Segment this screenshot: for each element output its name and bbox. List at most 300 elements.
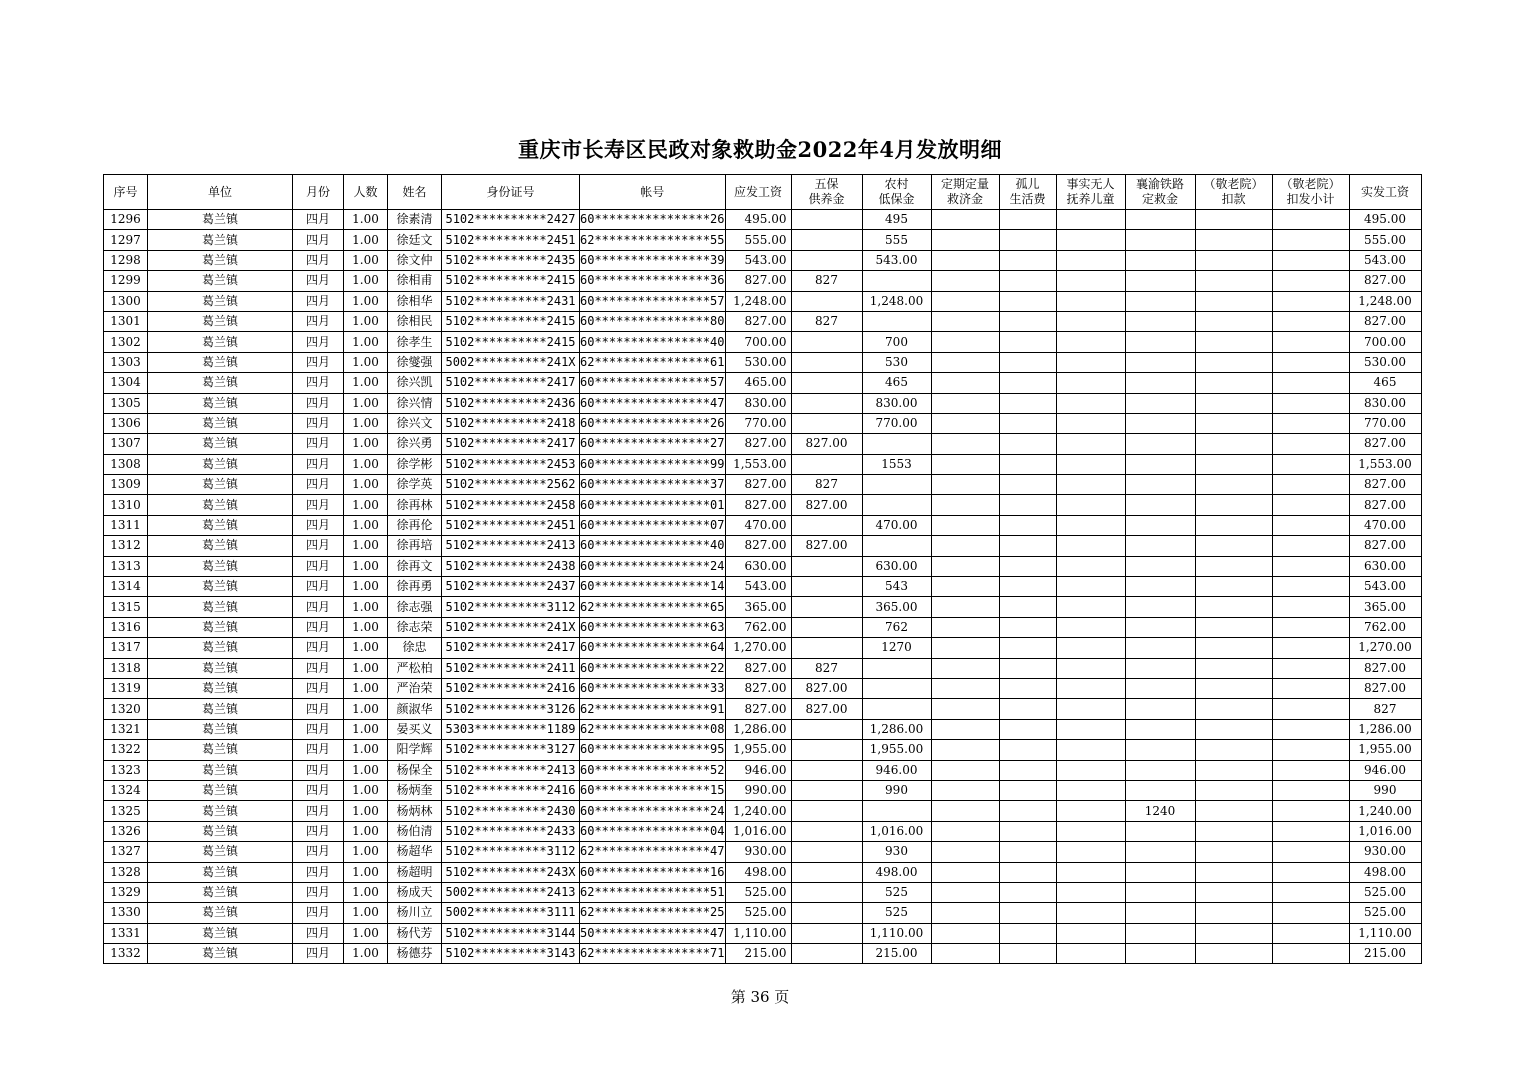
cell-acct: 60****************37: [580, 475, 726, 495]
cell-unit: 葛兰镇: [148, 210, 293, 230]
cell-guer: [999, 373, 1056, 393]
cell-dingqi: [931, 556, 999, 576]
column-header-dingqi: 定期定量 救济金: [931, 175, 999, 210]
cell-actual: 1,248.00: [1349, 291, 1421, 311]
cell-name: 杨炳奎: [388, 780, 442, 800]
cell-shishi: [1056, 617, 1125, 637]
cell-jlyk: [1195, 393, 1272, 413]
cell-xiangyu: [1125, 903, 1195, 923]
cell-actual: 827.00: [1349, 658, 1421, 678]
cell-xiangyu: [1125, 740, 1195, 760]
cell-id: 5102**********3144: [442, 923, 580, 943]
cell-name: 徐再林: [388, 495, 442, 515]
cell-seq: 1300: [104, 291, 148, 311]
cell-jlyk: [1195, 719, 1272, 739]
table-row: [104, 719, 1422, 739]
cell-name: 徐兴凯: [388, 373, 442, 393]
cell-jlyk: [1195, 413, 1272, 433]
cell-shishi: [1056, 434, 1125, 454]
cell-month: 四月: [293, 617, 344, 637]
cell-acct: 62****************25: [580, 903, 726, 923]
cell-unit: 葛兰镇: [148, 740, 293, 760]
cell-xiangyu: [1125, 760, 1195, 780]
cell-dingqi: [931, 332, 999, 352]
cell-dibao: 543.00: [862, 250, 931, 270]
cell-xiangyu: [1125, 352, 1195, 372]
cell-dingqi: [931, 373, 999, 393]
cell-jlyx: [1272, 475, 1349, 495]
table-row: [104, 250, 1422, 270]
cell-jlyx: [1272, 454, 1349, 474]
cell-month: 四月: [293, 271, 344, 291]
cell-guer: [999, 903, 1056, 923]
table-row: [104, 801, 1422, 821]
cell-jlyk: [1195, 210, 1272, 230]
cell-count: 1.00: [344, 291, 388, 311]
cell-jlyk: [1195, 617, 1272, 637]
cell-name: 徐忠: [388, 638, 442, 658]
table-row: [104, 944, 1422, 964]
table-row: [104, 678, 1422, 698]
cell-actual: 1,286.00: [1349, 719, 1421, 739]
cell-acct: 60****************52: [580, 760, 726, 780]
cell-dibao: 365.00: [862, 597, 931, 617]
cell-shishi: [1056, 638, 1125, 658]
cell-dingqi: [931, 291, 999, 311]
cell-wubao: [791, 780, 862, 800]
cell-jlyk: [1195, 434, 1272, 454]
cell-dibao: [862, 699, 931, 719]
cell-jlyk: [1195, 760, 1272, 780]
cell-due: 543.00: [725, 250, 791, 270]
cell-actual: 827.00: [1349, 495, 1421, 515]
cell-month: 四月: [293, 740, 344, 760]
cell-xiangyu: [1125, 923, 1195, 943]
cell-seq: 1316: [104, 617, 148, 637]
cell-unit: 葛兰镇: [148, 577, 293, 597]
cell-id: 5102**********2458: [442, 495, 580, 515]
cell-actual: 530.00: [1349, 352, 1421, 372]
cell-id: 5102**********3126: [442, 699, 580, 719]
cell-shishi: [1056, 311, 1125, 331]
cell-jlyk: [1195, 658, 1272, 678]
cell-xiangyu: [1125, 271, 1195, 291]
cell-dibao: 543: [862, 577, 931, 597]
cell-seq: 1332: [104, 944, 148, 964]
cell-name: 徐孝生: [388, 332, 442, 352]
cell-guer: [999, 495, 1056, 515]
cell-actual: 930.00: [1349, 842, 1421, 862]
cell-wubao: [791, 230, 862, 250]
cell-count: 1.00: [344, 638, 388, 658]
cell-acct: 60****************64: [580, 638, 726, 658]
cell-actual: 1,016.00: [1349, 821, 1421, 841]
cell-jlyk: [1195, 699, 1272, 719]
cell-guer: [999, 638, 1056, 658]
cell-unit: 葛兰镇: [148, 780, 293, 800]
cell-guer: [999, 454, 1056, 474]
cell-due: 827.00: [725, 678, 791, 698]
cell-unit: 葛兰镇: [148, 760, 293, 780]
cell-month: 四月: [293, 638, 344, 658]
cell-acct: 60****************24: [580, 801, 726, 821]
cell-acct: 60****************39: [580, 250, 726, 270]
cell-xiangyu: [1125, 311, 1195, 331]
cell-jlyk: [1195, 842, 1272, 862]
cell-count: 1.00: [344, 780, 388, 800]
cell-count: 1.00: [344, 413, 388, 433]
cell-month: 四月: [293, 801, 344, 821]
cell-dibao: 770.00: [862, 413, 931, 433]
cell-name: 徐素清: [388, 210, 442, 230]
cell-due: 827.00: [725, 434, 791, 454]
cell-dibao: 470.00: [862, 515, 931, 535]
column-header-wubao: 五保 供养金: [791, 175, 862, 210]
table-row: [104, 842, 1422, 862]
cell-seq: 1311: [104, 515, 148, 535]
cell-name: 徐兴勇: [388, 434, 442, 454]
cell-seq: 1323: [104, 760, 148, 780]
table-row: [104, 597, 1422, 617]
cell-month: 四月: [293, 699, 344, 719]
cell-unit: 葛兰镇: [148, 862, 293, 882]
cell-name: 杨炳林: [388, 801, 442, 821]
cell-shishi: [1056, 413, 1125, 433]
cell-due: 530.00: [725, 352, 791, 372]
cell-guer: [999, 230, 1056, 250]
cell-unit: 葛兰镇: [148, 658, 293, 678]
cell-xiangyu: [1125, 495, 1195, 515]
cell-due: 1,110.00: [725, 923, 791, 943]
cell-seq: 1324: [104, 780, 148, 800]
cell-jlyx: [1272, 577, 1349, 597]
cell-wubao: [791, 413, 862, 433]
cell-acct: 62****************65: [580, 597, 726, 617]
cell-jlyk: [1195, 495, 1272, 515]
cell-id: 5102**********2418: [442, 413, 580, 433]
cell-count: 1.00: [344, 903, 388, 923]
cell-wubao: 827.00: [791, 678, 862, 698]
table-row: [104, 311, 1422, 331]
cell-seq: 1330: [104, 903, 148, 923]
cell-unit: 葛兰镇: [148, 495, 293, 515]
cell-dingqi: [931, 413, 999, 433]
cell-due: 827.00: [725, 699, 791, 719]
column-header-seq: 序号: [104, 175, 148, 210]
cell-month: 四月: [293, 719, 344, 739]
cell-id: 5102**********2451: [442, 515, 580, 535]
cell-xiangyu: [1125, 638, 1195, 658]
cell-dingqi: [931, 434, 999, 454]
cell-jlyk: [1195, 821, 1272, 841]
cell-due: 930.00: [725, 842, 791, 862]
cell-seq: 1302: [104, 332, 148, 352]
cell-due: 1,240.00: [725, 801, 791, 821]
cell-dibao: 990: [862, 780, 931, 800]
table-row: [104, 291, 1422, 311]
cell-guer: [999, 760, 1056, 780]
cell-name: 徐廷文: [388, 230, 442, 250]
cell-dibao: [862, 311, 931, 331]
cell-jlyk: [1195, 740, 1272, 760]
cell-xiangyu: [1125, 475, 1195, 495]
cell-count: 1.00: [344, 740, 388, 760]
table-row: [104, 658, 1422, 678]
column-header-month: 月份: [293, 175, 344, 210]
cell-dibao: 1,110.00: [862, 923, 931, 943]
cell-jlyk: [1195, 291, 1272, 311]
cell-count: 1.00: [344, 944, 388, 964]
cell-wubao: [791, 373, 862, 393]
cell-seq: 1298: [104, 250, 148, 270]
cell-jlyx: [1272, 740, 1349, 760]
cell-acct: 60****************40: [580, 536, 726, 556]
cell-shishi: [1056, 495, 1125, 515]
table-row: [104, 434, 1422, 454]
cell-dingqi: [931, 210, 999, 230]
cell-jlyk: [1195, 373, 1272, 393]
table-row: [104, 393, 1422, 413]
cell-month: 四月: [293, 210, 344, 230]
cell-name: 徐燮强: [388, 352, 442, 372]
cell-guer: [999, 617, 1056, 637]
cell-id: 5102**********2437: [442, 577, 580, 597]
cell-seq: 1328: [104, 862, 148, 882]
cell-acct: 60****************24: [580, 556, 726, 576]
cell-count: 1.00: [344, 393, 388, 413]
table-row: [104, 413, 1422, 433]
cell-id: 5102**********2451: [442, 230, 580, 250]
cell-due: 1,248.00: [725, 291, 791, 311]
cell-shishi: [1056, 719, 1125, 739]
cell-month: 四月: [293, 903, 344, 923]
cell-wubao: [791, 617, 862, 637]
cell-due: 990.00: [725, 780, 791, 800]
cell-wubao: 827: [791, 311, 862, 331]
cell-actual: 1,553.00: [1349, 454, 1421, 474]
cell-dingqi: [931, 923, 999, 943]
cell-jlyx: [1272, 556, 1349, 576]
cell-shishi: [1056, 882, 1125, 902]
cell-id: 5102**********2431: [442, 291, 580, 311]
cell-acct: 60****************14: [580, 577, 726, 597]
cell-jlyk: [1195, 332, 1272, 352]
cell-jlyk: [1195, 597, 1272, 617]
cell-guer: [999, 801, 1056, 821]
table-row: [104, 780, 1422, 800]
cell-id: 5002**********2413: [442, 882, 580, 902]
cell-id: 5102**********2433: [442, 821, 580, 841]
cell-dibao: [862, 271, 931, 291]
cell-shishi: [1056, 291, 1125, 311]
table-row: [104, 536, 1422, 556]
cell-acct: 62****************91: [580, 699, 726, 719]
cell-jlyx: [1272, 230, 1349, 250]
cell-dingqi: [931, 454, 999, 474]
cell-jlyx: [1272, 760, 1349, 780]
cell-actual: 1,955.00: [1349, 740, 1421, 760]
cell-unit: 葛兰镇: [148, 413, 293, 433]
cell-name: 杨伯清: [388, 821, 442, 841]
cell-guer: [999, 923, 1056, 943]
cell-actual: 495.00: [1349, 210, 1421, 230]
cell-guer: [999, 352, 1056, 372]
cell-wubao: [791, 923, 862, 943]
cell-id: 5102**********2562: [442, 475, 580, 495]
table-row: [104, 373, 1422, 393]
cell-name: 杨超明: [388, 862, 442, 882]
cell-due: 770.00: [725, 413, 791, 433]
table-body: [104, 210, 1422, 964]
cell-dibao: 495: [862, 210, 931, 230]
cell-name: 徐文仲: [388, 250, 442, 270]
cell-acct: 60****************80: [580, 311, 726, 331]
cell-dibao: 1,955.00: [862, 740, 931, 760]
cell-unit: 葛兰镇: [148, 393, 293, 413]
cell-dibao: 762: [862, 617, 931, 637]
cell-unit: 葛兰镇: [148, 434, 293, 454]
cell-shishi: [1056, 475, 1125, 495]
cell-name: 颜淑华: [388, 699, 442, 719]
cell-due: 1,553.00: [725, 454, 791, 474]
cell-jlyx: [1272, 210, 1349, 230]
cell-dingqi: [931, 821, 999, 841]
cell-acct: 62****************51: [580, 882, 726, 902]
cell-dingqi: [931, 495, 999, 515]
cell-dingqi: [931, 393, 999, 413]
cell-jlyx: [1272, 699, 1349, 719]
cell-unit: 葛兰镇: [148, 719, 293, 739]
cell-guer: [999, 577, 1056, 597]
cell-seq: 1318: [104, 658, 148, 678]
cell-wubao: [791, 719, 862, 739]
cell-unit: 葛兰镇: [148, 699, 293, 719]
cell-name: 严治荣: [388, 678, 442, 698]
cell-xiangyu: [1125, 250, 1195, 270]
cell-id: 5102**********2435: [442, 250, 580, 270]
cell-count: 1.00: [344, 577, 388, 597]
cell-xiangyu: [1125, 617, 1195, 637]
cell-count: 1.00: [344, 678, 388, 698]
cell-jlyx: [1272, 332, 1349, 352]
cell-jlyx: [1272, 882, 1349, 902]
cell-acct: 60****************33: [580, 678, 726, 698]
cell-jlyk: [1195, 454, 1272, 474]
cell-name: 徐志荣: [388, 617, 442, 637]
cell-unit: 葛兰镇: [148, 801, 293, 821]
cell-name: 徐相甫: [388, 271, 442, 291]
cell-seq: 1309: [104, 475, 148, 495]
cell-name: 杨代芳: [388, 923, 442, 943]
cell-count: 1.00: [344, 658, 388, 678]
cell-guer: [999, 475, 1056, 495]
table-row: [104, 821, 1422, 841]
cell-wubao: [791, 597, 862, 617]
cell-dingqi: [931, 862, 999, 882]
cell-id: 5102**********2415: [442, 332, 580, 352]
cell-due: 495.00: [725, 210, 791, 230]
cell-dibao: 1270: [862, 638, 931, 658]
table-row: [104, 556, 1422, 576]
cell-acct: 60****************16: [580, 862, 726, 882]
cell-id: 5102**********2411: [442, 658, 580, 678]
cell-dibao: [862, 495, 931, 515]
cell-actual: 827.00: [1349, 475, 1421, 495]
cell-acct: 60****************15: [580, 780, 726, 800]
cell-count: 1.00: [344, 760, 388, 780]
cell-actual: 946.00: [1349, 760, 1421, 780]
table-row: [104, 903, 1422, 923]
cell-shishi: [1056, 699, 1125, 719]
cell-due: 827.00: [725, 311, 791, 331]
cell-guer: [999, 332, 1056, 352]
cell-jlyk: [1195, 903, 1272, 923]
cell-seq: 1329: [104, 882, 148, 902]
cell-actual: 555.00: [1349, 230, 1421, 250]
cell-unit: 葛兰镇: [148, 536, 293, 556]
cell-id: 5102**********241X: [442, 617, 580, 637]
cell-acct: 60****************27: [580, 434, 726, 454]
cell-jlyk: [1195, 780, 1272, 800]
cell-shishi: [1056, 352, 1125, 372]
cell-jlyk: [1195, 577, 1272, 597]
cell-dingqi: [931, 230, 999, 250]
table-row: [104, 230, 1422, 250]
cell-due: 470.00: [725, 515, 791, 535]
cell-actual: 827: [1349, 699, 1421, 719]
cell-dibao: 630.00: [862, 556, 931, 576]
table-row: [104, 882, 1422, 902]
cell-xiangyu: [1125, 332, 1195, 352]
cell-jlyx: [1272, 352, 1349, 372]
cell-name: 徐兴情: [388, 393, 442, 413]
cell-acct: 60****************99: [580, 454, 726, 474]
cell-dingqi: [931, 577, 999, 597]
cell-seq: 1319: [104, 678, 148, 698]
cell-dingqi: [931, 740, 999, 760]
cell-jlyk: [1195, 475, 1272, 495]
cell-due: 1,270.00: [725, 638, 791, 658]
cell-due: 946.00: [725, 760, 791, 780]
cell-shishi: [1056, 923, 1125, 943]
cell-jlyk: [1195, 862, 1272, 882]
cell-jlyk: [1195, 923, 1272, 943]
cell-id: 5102**********2413: [442, 760, 580, 780]
cell-id: 5303**********1189: [442, 719, 580, 739]
cell-xiangyu: [1125, 536, 1195, 556]
cell-shishi: [1056, 271, 1125, 291]
cell-dingqi: [931, 760, 999, 780]
cell-acct: 60****************63: [580, 617, 726, 637]
cell-jlyx: [1272, 413, 1349, 433]
cell-wubao: 827: [791, 475, 862, 495]
cell-xiangyu: [1125, 780, 1195, 800]
cell-count: 1.00: [344, 250, 388, 270]
cell-dingqi: [931, 882, 999, 902]
cell-dingqi: [931, 352, 999, 372]
cell-dibao: 830.00: [862, 393, 931, 413]
cell-unit: 葛兰镇: [148, 373, 293, 393]
cell-dibao: [862, 658, 931, 678]
cell-guer: [999, 413, 1056, 433]
cell-count: 1.00: [344, 271, 388, 291]
cell-count: 1.00: [344, 311, 388, 331]
cell-xiangyu: 1240: [1125, 801, 1195, 821]
cell-jlyk: [1195, 271, 1272, 291]
cell-unit: 葛兰镇: [148, 332, 293, 352]
cell-id: 5102**********2436: [442, 393, 580, 413]
cell-shishi: [1056, 577, 1125, 597]
